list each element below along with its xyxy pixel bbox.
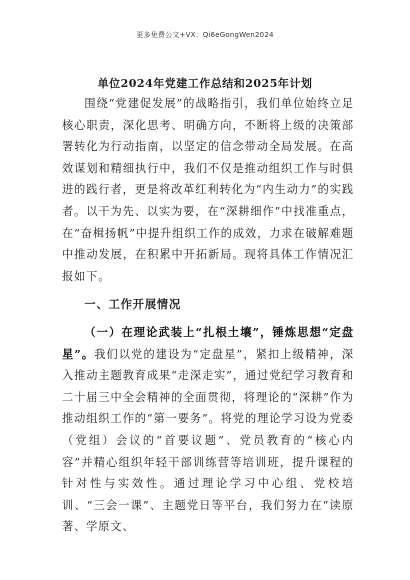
document-title: 单位2024年党建工作总结和2025年计划 xyxy=(97,77,313,90)
subsection-lead: （一）在理论武装上“扎根土壤”，锤炼思想“定盘星”。 xyxy=(62,324,354,361)
intro-paragraph: 围绕“党建促发展”的战略指引，我们单位始终立足核心职责，深化思考、明确方向，不断将上级的决策部署转化为行动指南，以坚定的信念带动全局发展。在高效谋划和精细执行中，我们不仅是推动组织工作与时俱进的践行者，更是将改革红利转化为“内生动力”的实践者。以干为先、以实为要，在“深耕细作”中找准重点，在“奋楫扬帆”中提升组织工作的成效，力求在破解难题中推动发展，在积累中开拓新局。现将具体工作情况汇报如下。 xyxy=(62,97,354,283)
section-heading: 一、工作开展情况 xyxy=(84,297,182,312)
header-note: 更多免费公文+VX：Qi6eGongWen2024 xyxy=(136,31,274,39)
subsection-text: 我们以党的建设为“定盘星”，紧扣上级精神，深入推动主题教育成果“走深走实”，通过党纪学习教育和二十届三中全会精神的全面贯彻，将理论的“深耕”作为推动组织工作的“第一要务”。将党的理论学习设为党委（党组）会议的“首要议题”、党员教育的“核心内容”并精心组织年轻干部训练营等培训班，提升课程的针对性与实效性。通过理论学习中心组、党校培训、“三会一课”、主题党日等平台，我们努力在“读原著、学原文、 xyxy=(62,347,354,534)
document-body xyxy=(62,93,354,538)
subsection-paragraph xyxy=(62,322,354,538)
